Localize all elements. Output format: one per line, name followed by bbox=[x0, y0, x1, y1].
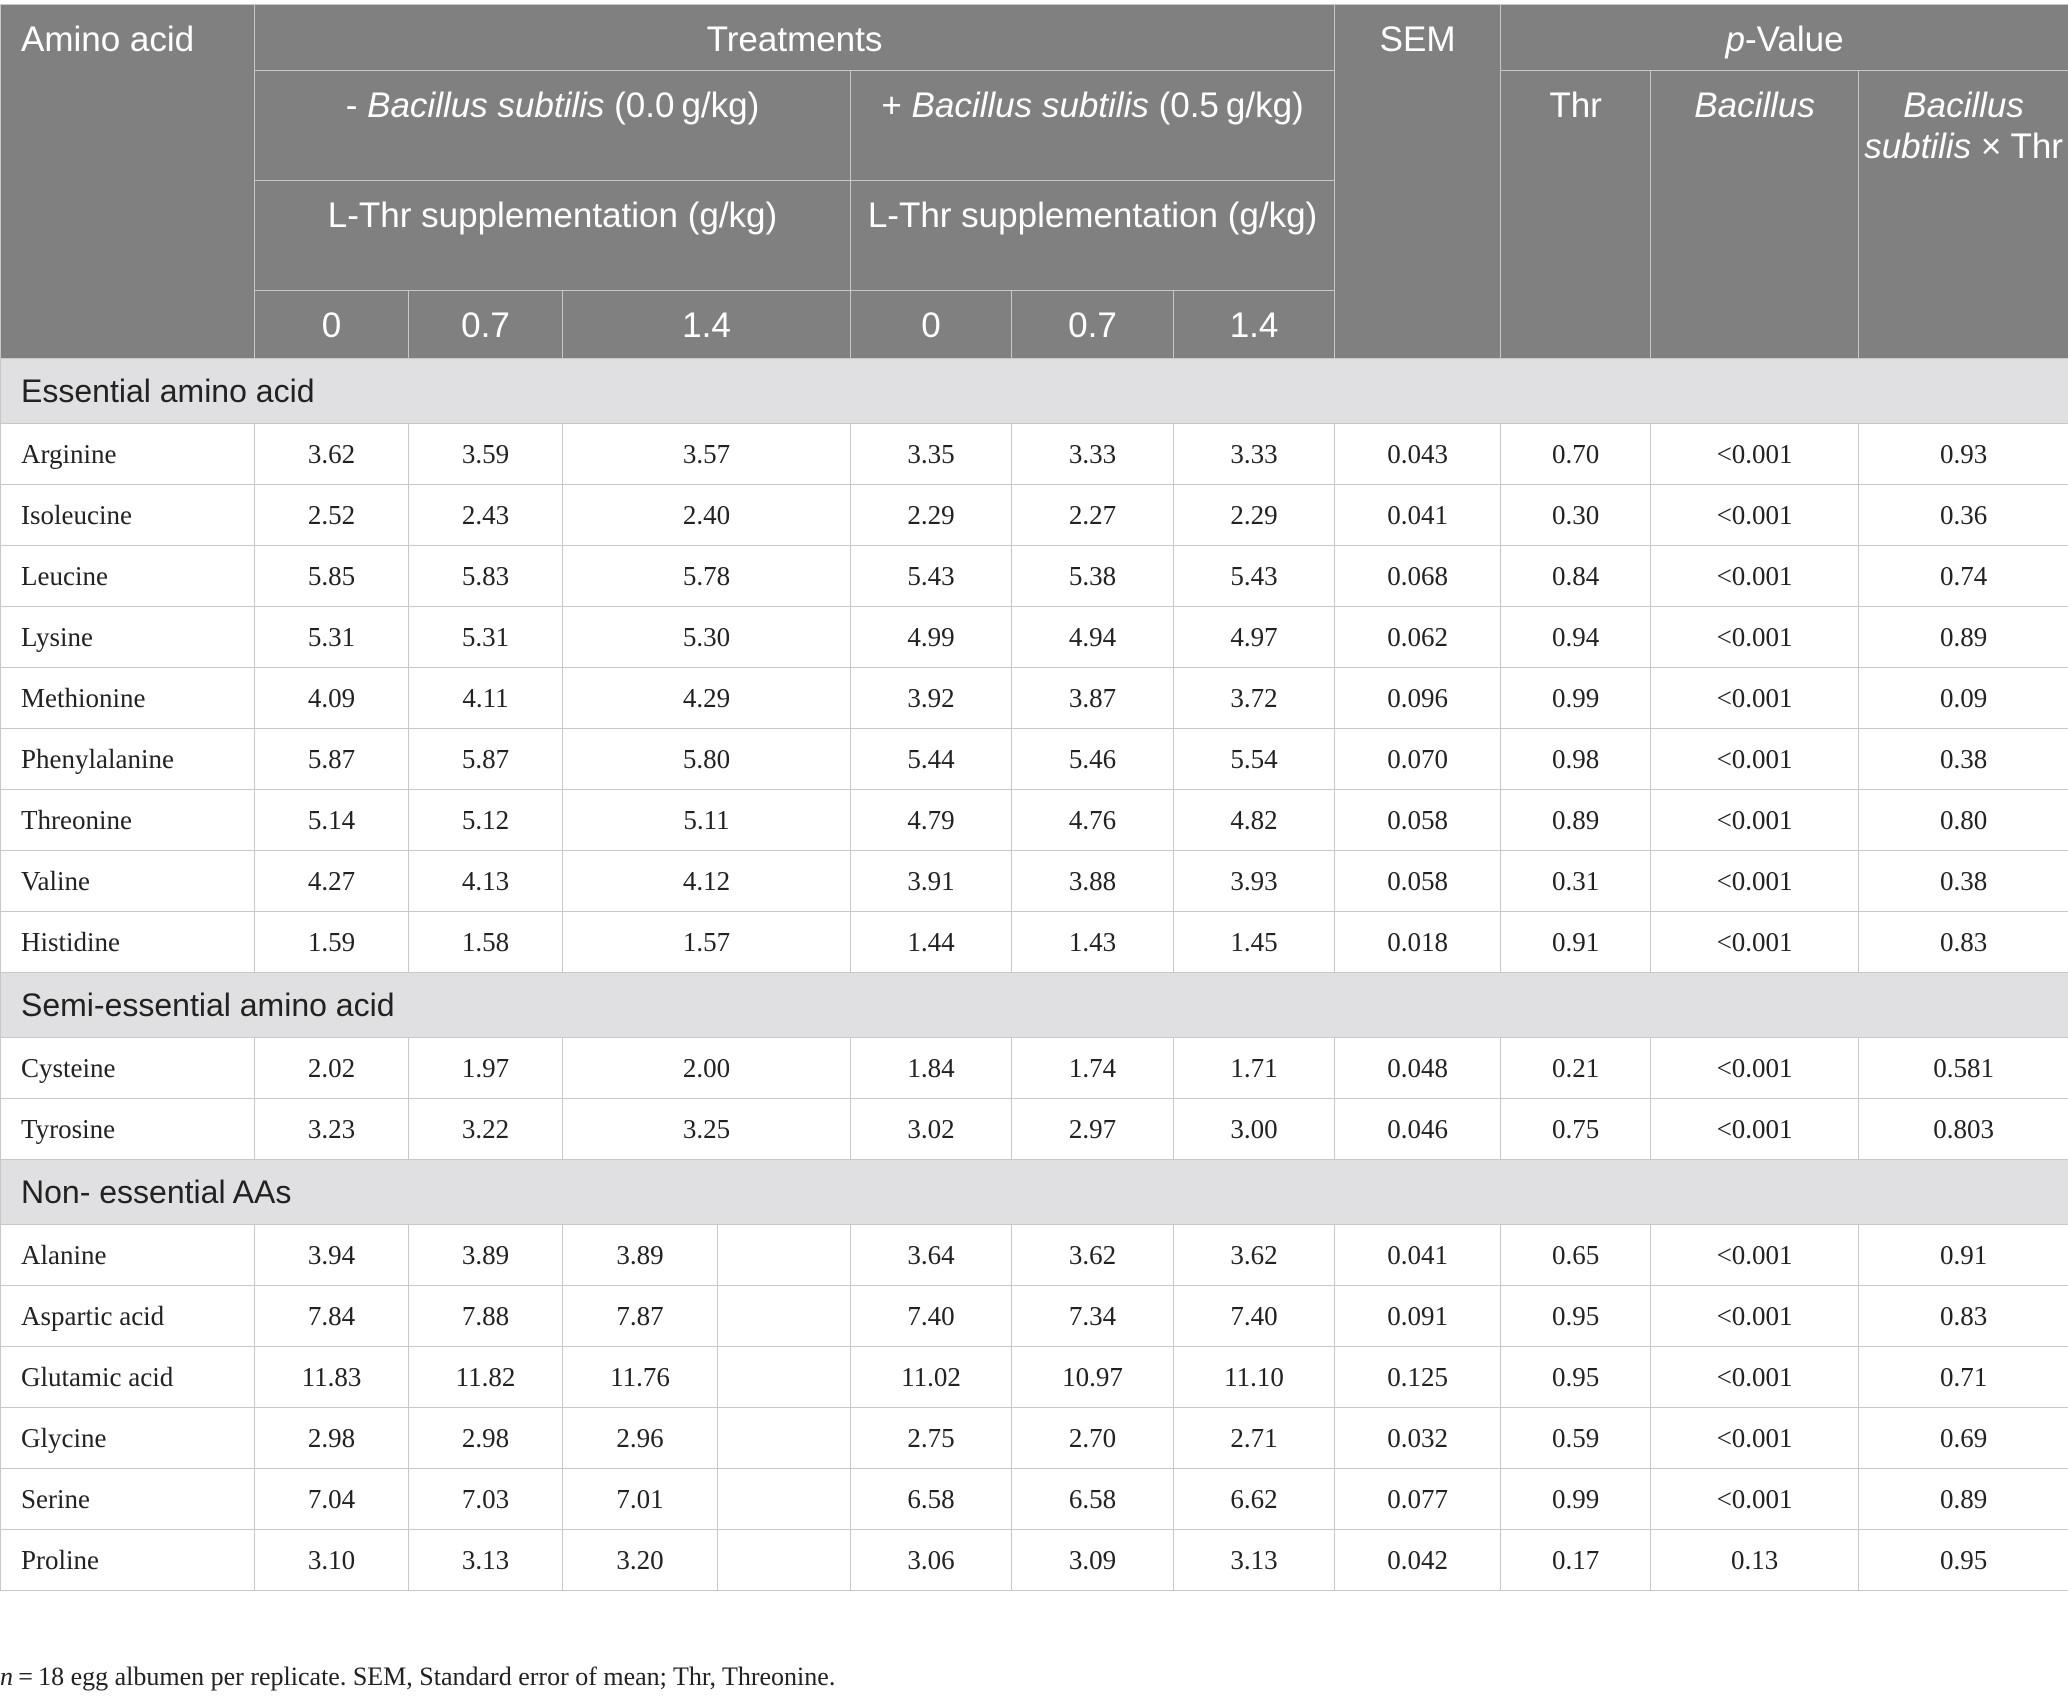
header-lthr-minus: L-Thr supplementation (g/kg) bbox=[255, 181, 851, 291]
table-cell: 0.94 bbox=[1501, 607, 1651, 668]
header-p-value bbox=[1501, 5, 2068, 71]
header-level: 0 bbox=[255, 291, 409, 359]
table-cell: 3.33 bbox=[1012, 424, 1174, 485]
table-cell: 4.94 bbox=[1012, 607, 1174, 668]
table-cell: 0.125 bbox=[1335, 1347, 1501, 1408]
table-header bbox=[1, 5, 2068, 359]
table-cell: <0.001 bbox=[1651, 546, 1859, 607]
table-cell: 0.042 bbox=[1335, 1530, 1501, 1591]
table-cell: 0.096 bbox=[1335, 668, 1501, 729]
table-row bbox=[1, 1038, 2068, 1099]
row-amino-acid-name: Cysteine bbox=[1, 1038, 255, 1099]
table-cell: 0.041 bbox=[1335, 1225, 1501, 1286]
table-cell: 3.91 bbox=[851, 851, 1012, 912]
header-level: 0.7 bbox=[409, 291, 563, 359]
table-cell: 0.95 bbox=[1501, 1286, 1651, 1347]
header-interaction: Bacillus subtilis × Thr bbox=[1859, 71, 2068, 359]
table-row bbox=[1, 485, 2068, 546]
table-cell: <0.001 bbox=[1651, 729, 1859, 790]
table-cell: 0.91 bbox=[1501, 912, 1651, 973]
table-cell: <0.001 bbox=[1651, 1408, 1859, 1469]
table-cell: 11.10 bbox=[1174, 1347, 1335, 1408]
table-cell: 3.22 bbox=[409, 1099, 563, 1160]
header-amino-acid: Amino acid bbox=[1, 5, 255, 359]
table-cell: 4.27 bbox=[255, 851, 409, 912]
table-cell: 0.75 bbox=[1501, 1099, 1651, 1160]
empty-cell bbox=[718, 1347, 851, 1408]
row-amino-acid-name: Histidine bbox=[1, 912, 255, 973]
section-title: Essential amino acid bbox=[1, 359, 2068, 424]
table-cell: 7.04 bbox=[255, 1469, 409, 1530]
table-cell: 3.64 bbox=[851, 1225, 1012, 1286]
table-cell: 2.70 bbox=[1012, 1408, 1174, 1469]
table-row bbox=[1, 1530, 2068, 1591]
table-cell: 0.09 bbox=[1859, 668, 2068, 729]
table-cell: 7.03 bbox=[409, 1469, 563, 1530]
row-amino-acid-name: Valine bbox=[1, 851, 255, 912]
table-cell: 0.043 bbox=[1335, 424, 1501, 485]
table-cell: 0.058 bbox=[1335, 790, 1501, 851]
table-cell: 2.27 bbox=[1012, 485, 1174, 546]
table-cell: 5.43 bbox=[851, 546, 1012, 607]
table-cell: 0.99 bbox=[1501, 668, 1651, 729]
table-container bbox=[0, 4, 2068, 1591]
row-amino-acid-name: Glycine bbox=[1, 1408, 255, 1469]
header-plus-bacillus: + Bacillus subtilis (0.5 g/kg) bbox=[851, 71, 1335, 181]
table-cell: 4.79 bbox=[851, 790, 1012, 851]
row-amino-acid-name: Methionine bbox=[1, 668, 255, 729]
table-cell: 5.87 bbox=[409, 729, 563, 790]
table-cell: 3.62 bbox=[1174, 1225, 1335, 1286]
table-cell: <0.001 bbox=[1651, 424, 1859, 485]
table-cell: 3.13 bbox=[1174, 1530, 1335, 1591]
table-cell: 3.13 bbox=[409, 1530, 563, 1591]
table-cell: 5.44 bbox=[851, 729, 1012, 790]
table-cell: 5.11 bbox=[563, 790, 851, 851]
table-cell: 3.92 bbox=[851, 668, 1012, 729]
table-cell: 0.89 bbox=[1859, 1469, 2068, 1530]
table-cell: 5.31 bbox=[409, 607, 563, 668]
header-level: 0.7 bbox=[1012, 291, 1174, 359]
table-cell: 2.00 bbox=[563, 1038, 851, 1099]
table-cell: 0.30 bbox=[1501, 485, 1651, 546]
table-cell: 0.070 bbox=[1335, 729, 1501, 790]
table-body bbox=[1, 359, 2068, 1591]
table-row bbox=[1, 912, 2068, 973]
table-cell: 5.38 bbox=[1012, 546, 1174, 607]
table-cell: 3.93 bbox=[1174, 851, 1335, 912]
table-cell: 0.091 bbox=[1335, 1286, 1501, 1347]
table-cell: 0.71 bbox=[1859, 1347, 2068, 1408]
table-cell: 3.59 bbox=[409, 424, 563, 485]
table-row bbox=[1, 1408, 2068, 1469]
row-amino-acid-name: Lysine bbox=[1, 607, 255, 668]
table-cell: 1.97 bbox=[409, 1038, 563, 1099]
header-level: 0 bbox=[851, 291, 1012, 359]
table-cell: 0.95 bbox=[1501, 1347, 1651, 1408]
table-cell: 3.33 bbox=[1174, 424, 1335, 485]
table-cell: 5.12 bbox=[409, 790, 563, 851]
table-cell: 1.57 bbox=[563, 912, 851, 973]
amino-acid-table bbox=[0, 4, 2068, 1591]
table-cell: 0.21 bbox=[1501, 1038, 1651, 1099]
table-cell: 0.69 bbox=[1859, 1408, 2068, 1469]
table-cell: 2.43 bbox=[409, 485, 563, 546]
table-cell: 5.85 bbox=[255, 546, 409, 607]
table-cell: 1.84 bbox=[851, 1038, 1012, 1099]
table-cell: 0.077 bbox=[1335, 1469, 1501, 1530]
table-cell: 0.581 bbox=[1859, 1038, 2068, 1099]
table-cell: 3.02 bbox=[851, 1099, 1012, 1160]
table-cell: 2.97 bbox=[1012, 1099, 1174, 1160]
row-amino-acid-name: Phenylalanine bbox=[1, 729, 255, 790]
table-cell: <0.001 bbox=[1651, 851, 1859, 912]
table-cell: 0.98 bbox=[1501, 729, 1651, 790]
row-amino-acid-name: Alanine bbox=[1, 1225, 255, 1286]
table-cell: 2.98 bbox=[255, 1408, 409, 1469]
table-cell: 0.38 bbox=[1859, 729, 2068, 790]
table-cell: 11.76 bbox=[563, 1347, 718, 1408]
table-cell: 0.032 bbox=[1335, 1408, 1501, 1469]
table-cell: 2.02 bbox=[255, 1038, 409, 1099]
table-cell: 3.89 bbox=[409, 1225, 563, 1286]
row-amino-acid-name: Serine bbox=[1, 1469, 255, 1530]
table-cell: 3.25 bbox=[563, 1099, 851, 1160]
header-lthr-plus: L-Thr supplementation (g/kg) bbox=[851, 181, 1335, 291]
table-cell: 3.09 bbox=[1012, 1530, 1174, 1591]
header-p-suffix: -Value bbox=[1745, 20, 1844, 59]
table-row bbox=[1, 1099, 2068, 1160]
table-cell: 3.89 bbox=[563, 1225, 718, 1286]
header-thr: Thr bbox=[1501, 71, 1651, 359]
table-cell: 11.82 bbox=[409, 1347, 563, 1408]
section-title: Semi-essential amino acid bbox=[1, 973, 2068, 1038]
row-amino-acid-name: Leucine bbox=[1, 546, 255, 607]
table-cell: 6.58 bbox=[851, 1469, 1012, 1530]
table-cell: 7.40 bbox=[1174, 1286, 1335, 1347]
table-cell: 5.31 bbox=[255, 607, 409, 668]
footnote-text: = 18 egg albumen per replicate. SEM, Standard error of mean; Thr, Threonine. bbox=[13, 1662, 836, 1691]
empty-cell bbox=[718, 1530, 851, 1591]
table-cell: 3.35 bbox=[851, 424, 1012, 485]
table-cell: 4.09 bbox=[255, 668, 409, 729]
table-cell: <0.001 bbox=[1651, 1038, 1859, 1099]
table-cell: 0.048 bbox=[1335, 1038, 1501, 1099]
table-cell: <0.001 bbox=[1651, 668, 1859, 729]
table-cell: 3.20 bbox=[563, 1530, 718, 1591]
table-cell: 5.14 bbox=[255, 790, 409, 851]
table-cell: 3.94 bbox=[255, 1225, 409, 1286]
empty-cell bbox=[718, 1225, 851, 1286]
footnote-n: n bbox=[0, 1662, 13, 1691]
table-cell: 3.23 bbox=[255, 1099, 409, 1160]
table-row bbox=[1, 546, 2068, 607]
row-amino-acid-name: Aspartic acid bbox=[1, 1286, 255, 1347]
table-cell: 0.70 bbox=[1501, 424, 1651, 485]
table-cell: 2.52 bbox=[255, 485, 409, 546]
table-cell: 5.46 bbox=[1012, 729, 1174, 790]
table-cell: 0.018 bbox=[1335, 912, 1501, 973]
table-cell: <0.001 bbox=[1651, 1099, 1859, 1160]
table-cell: <0.001 bbox=[1651, 607, 1859, 668]
empty-cell bbox=[718, 1408, 851, 1469]
table-row bbox=[1, 424, 2068, 485]
header-level: 1.4 bbox=[563, 291, 851, 359]
row-amino-acid-name: Tyrosine bbox=[1, 1099, 255, 1160]
table-row bbox=[1, 851, 2068, 912]
table-cell: 7.01 bbox=[563, 1469, 718, 1530]
table-cell: 5.83 bbox=[409, 546, 563, 607]
table-cell: <0.001 bbox=[1651, 1225, 1859, 1286]
empty-cell bbox=[718, 1286, 851, 1347]
table-cell: 3.62 bbox=[1012, 1225, 1174, 1286]
table-cell: 4.76 bbox=[1012, 790, 1174, 851]
table-cell: 0.91 bbox=[1859, 1225, 2068, 1286]
table-cell: <0.001 bbox=[1651, 1286, 1859, 1347]
table-cell: 0.803 bbox=[1859, 1099, 2068, 1160]
table-cell: 7.40 bbox=[851, 1286, 1012, 1347]
header-sem: SEM bbox=[1335, 5, 1501, 359]
table-cell: 5.43 bbox=[1174, 546, 1335, 607]
table-footnote bbox=[0, 1662, 835, 1692]
table-cell: 4.29 bbox=[563, 668, 851, 729]
table-cell: 0.13 bbox=[1651, 1530, 1859, 1591]
table-cell: 0.84 bbox=[1501, 546, 1651, 607]
table-row bbox=[1, 1225, 2068, 1286]
table-cell: 1.43 bbox=[1012, 912, 1174, 973]
table-cell: 1.45 bbox=[1174, 912, 1335, 973]
table-row bbox=[1, 607, 2068, 668]
table-cell: 4.99 bbox=[851, 607, 1012, 668]
table-row bbox=[1, 790, 2068, 851]
table-cell: 3.00 bbox=[1174, 1099, 1335, 1160]
row-amino-acid-name: Glutamic acid bbox=[1, 1347, 255, 1408]
table-row bbox=[1, 729, 2068, 790]
table-cell: 0.89 bbox=[1501, 790, 1651, 851]
table-cell: 1.59 bbox=[255, 912, 409, 973]
table-cell: 0.83 bbox=[1859, 1286, 2068, 1347]
table-cell: <0.001 bbox=[1651, 485, 1859, 546]
header-level: 1.4 bbox=[1174, 291, 1335, 359]
table-cell: 5.78 bbox=[563, 546, 851, 607]
table-cell: 5.80 bbox=[563, 729, 851, 790]
table-cell: <0.001 bbox=[1651, 790, 1859, 851]
table-cell: 0.83 bbox=[1859, 912, 2068, 973]
table-cell: 0.74 bbox=[1859, 546, 2068, 607]
table-row bbox=[1, 1469, 2068, 1530]
table-cell: 0.99 bbox=[1501, 1469, 1651, 1530]
table-row bbox=[1, 668, 2068, 729]
table-cell: 0.058 bbox=[1335, 851, 1501, 912]
section-row bbox=[1, 1160, 2068, 1225]
table-cell: 0.59 bbox=[1501, 1408, 1651, 1469]
table-cell: 1.74 bbox=[1012, 1038, 1174, 1099]
table-cell: <0.001 bbox=[1651, 912, 1859, 973]
table-cell: 7.87 bbox=[563, 1286, 718, 1347]
section-row bbox=[1, 973, 2068, 1038]
table-row bbox=[1, 1347, 2068, 1408]
table-cell: 10.97 bbox=[1012, 1347, 1174, 1408]
header-treatments: Treatments bbox=[255, 5, 1335, 71]
table-cell: 4.82 bbox=[1174, 790, 1335, 851]
table-cell: 7.84 bbox=[255, 1286, 409, 1347]
header-minus-bacillus: - Bacillus subtilis (0.0 g/kg) bbox=[255, 71, 851, 181]
table-cell: 5.30 bbox=[563, 607, 851, 668]
row-amino-acid-name: Threonine bbox=[1, 790, 255, 851]
table-cell: <0.001 bbox=[1651, 1347, 1859, 1408]
table-cell: 3.62 bbox=[255, 424, 409, 485]
table-row bbox=[1, 1286, 2068, 1347]
table-cell: 4.11 bbox=[409, 668, 563, 729]
table-cell: 1.44 bbox=[851, 912, 1012, 973]
table-cell: 2.75 bbox=[851, 1408, 1012, 1469]
table-cell: 2.96 bbox=[563, 1408, 718, 1469]
table-cell: 11.02 bbox=[851, 1347, 1012, 1408]
table-cell: 3.57 bbox=[563, 424, 851, 485]
table-cell: 11.83 bbox=[255, 1347, 409, 1408]
table-cell: 1.58 bbox=[409, 912, 563, 973]
row-amino-acid-name: Isoleucine bbox=[1, 485, 255, 546]
table-cell: 3.06 bbox=[851, 1530, 1012, 1591]
table-cell: 0.65 bbox=[1501, 1225, 1651, 1286]
table-cell: 2.40 bbox=[563, 485, 851, 546]
table-cell: 5.54 bbox=[1174, 729, 1335, 790]
table-cell: 4.97 bbox=[1174, 607, 1335, 668]
table-cell: 0.38 bbox=[1859, 851, 2068, 912]
table-cell: 2.29 bbox=[1174, 485, 1335, 546]
table-cell: 5.87 bbox=[255, 729, 409, 790]
header-p-letter: p bbox=[1725, 20, 1746, 59]
table-cell: 2.71 bbox=[1174, 1408, 1335, 1469]
table-cell: 7.34 bbox=[1012, 1286, 1174, 1347]
row-amino-acid-name: Proline bbox=[1, 1530, 255, 1591]
table-cell: 2.29 bbox=[851, 485, 1012, 546]
table-cell: 4.12 bbox=[563, 851, 851, 912]
table-cell: 6.62 bbox=[1174, 1469, 1335, 1530]
table-cell: 0.062 bbox=[1335, 607, 1501, 668]
table-cell: 0.36 bbox=[1859, 485, 2068, 546]
table-cell: 1.71 bbox=[1174, 1038, 1335, 1099]
table-cell: 3.72 bbox=[1174, 668, 1335, 729]
empty-cell bbox=[718, 1469, 851, 1530]
table-cell: 0.89 bbox=[1859, 607, 2068, 668]
table-cell: 3.10 bbox=[255, 1530, 409, 1591]
table-cell: 0.31 bbox=[1501, 851, 1651, 912]
table-cell: 0.93 bbox=[1859, 424, 2068, 485]
row-amino-acid-name: Arginine bbox=[1, 424, 255, 485]
table-cell: 3.88 bbox=[1012, 851, 1174, 912]
table-cell: 6.58 bbox=[1012, 1469, 1174, 1530]
table-cell: 0.041 bbox=[1335, 485, 1501, 546]
table-cell: 0.17 bbox=[1501, 1530, 1651, 1591]
header-bacillus: Bacillus bbox=[1651, 71, 1859, 359]
table-cell: 0.80 bbox=[1859, 790, 2068, 851]
table-cell: 0.068 bbox=[1335, 546, 1501, 607]
table-cell: 0.046 bbox=[1335, 1099, 1501, 1160]
table-cell: <0.001 bbox=[1651, 1469, 1859, 1530]
section-title: Non- essential AAs bbox=[1, 1160, 2068, 1225]
table-cell: 0.95 bbox=[1859, 1530, 2068, 1591]
table-cell: 4.13 bbox=[409, 851, 563, 912]
table-cell: 2.98 bbox=[409, 1408, 563, 1469]
table-cell: 3.87 bbox=[1012, 668, 1174, 729]
table-cell: 7.88 bbox=[409, 1286, 563, 1347]
section-row bbox=[1, 359, 2068, 424]
